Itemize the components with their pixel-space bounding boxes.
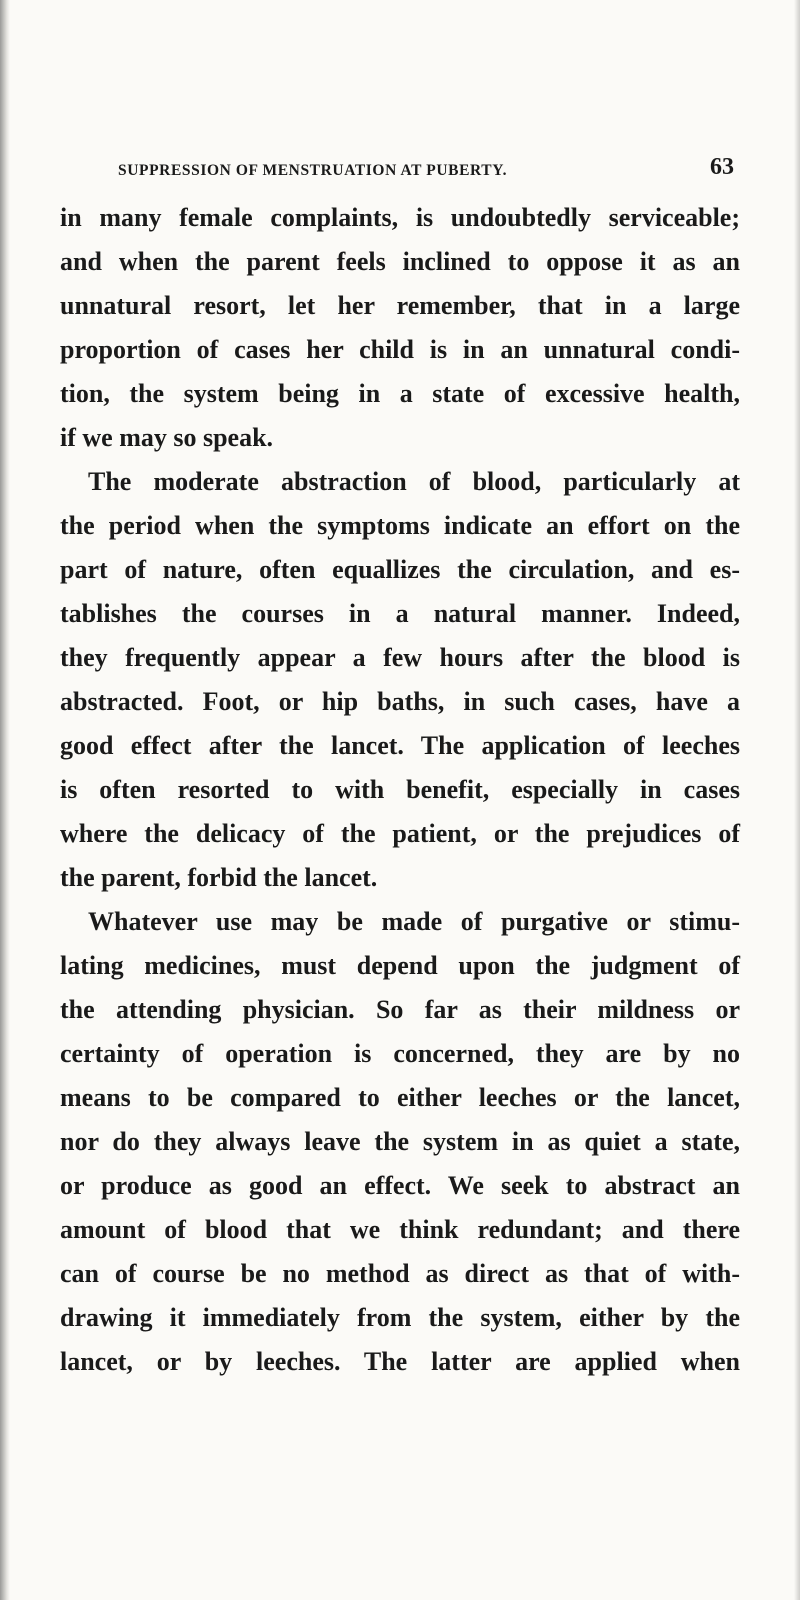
page-header (118, 150, 734, 186)
text-line: certainty of operation is concerned, they are by no (60, 1039, 740, 1068)
text-line: and when the parent feels inclined to oppose it as an (60, 247, 740, 276)
text-line: the parent, forbid the lancet. (60, 863, 378, 892)
text-line: they frequently appear a few hours after the blood is (60, 643, 740, 672)
text-line: proportion of cases her child is in an unnatural condi- (60, 335, 740, 364)
text-line: amount of blood that we think redundant; and there (60, 1215, 740, 1244)
text-line: or produce as good an effect. We seek to abstract an (60, 1171, 740, 1200)
text-line: unnatural resort, let her remember, that in a large (60, 291, 740, 320)
paragraph-1 (60, 196, 740, 460)
text-line: in many female complaints, is undoubtedly serviceable; (60, 203, 740, 232)
paragraph-3 (60, 900, 740, 1384)
text-line: Whatever use may be made of purgative or stimu- (88, 907, 740, 936)
text-line: lancet, or by leeches. The latter are applied when (60, 1347, 740, 1376)
body-text (60, 196, 740, 1376)
paragraph-2 (60, 460, 740, 900)
page-left-edge-shadow (0, 0, 10, 1600)
text-line: the period when the symptoms indicate an effort on the (60, 511, 740, 540)
text-line: tablishes the courses in a natural manner. Indeed, (60, 599, 740, 628)
text-line: nor do they always leave the system in as quiet a state, (60, 1127, 740, 1156)
text-line: if we may so speak. (60, 423, 274, 452)
text-line: drawing it immediately from the system, either by the (60, 1303, 740, 1332)
text-line: abstracted. Foot, or hip baths, in such cases, have a (60, 687, 740, 716)
text-line: means to be compared to either leeches or the lancet, (60, 1083, 740, 1112)
page-right-edge-shadow (794, 0, 800, 1600)
text-line: where the delicacy of the patient, or the prejudices of (60, 819, 740, 848)
text-line: good effect after the lancet. The application of leeches (60, 731, 740, 760)
page-number: 63 (710, 154, 734, 180)
text-line: tion, the system being in a state of excessive health, (60, 379, 740, 408)
text-line: is often resorted to with benefit, especially in cases (60, 775, 740, 804)
text-line: the attending physician. So far as their mildness or (60, 995, 740, 1024)
text-line: can of course be no method as direct as that of with- (60, 1259, 740, 1288)
text-line: part of nature, often equallizes the circulation, and es- (60, 555, 740, 584)
text-line: The moderate abstraction of blood, particularly at (88, 467, 740, 496)
running-title: SUPPRESSION OF MENSTRUATION AT PUBERTY. (118, 162, 508, 179)
text-line: lating medicines, must depend upon the judgment of (60, 951, 740, 980)
